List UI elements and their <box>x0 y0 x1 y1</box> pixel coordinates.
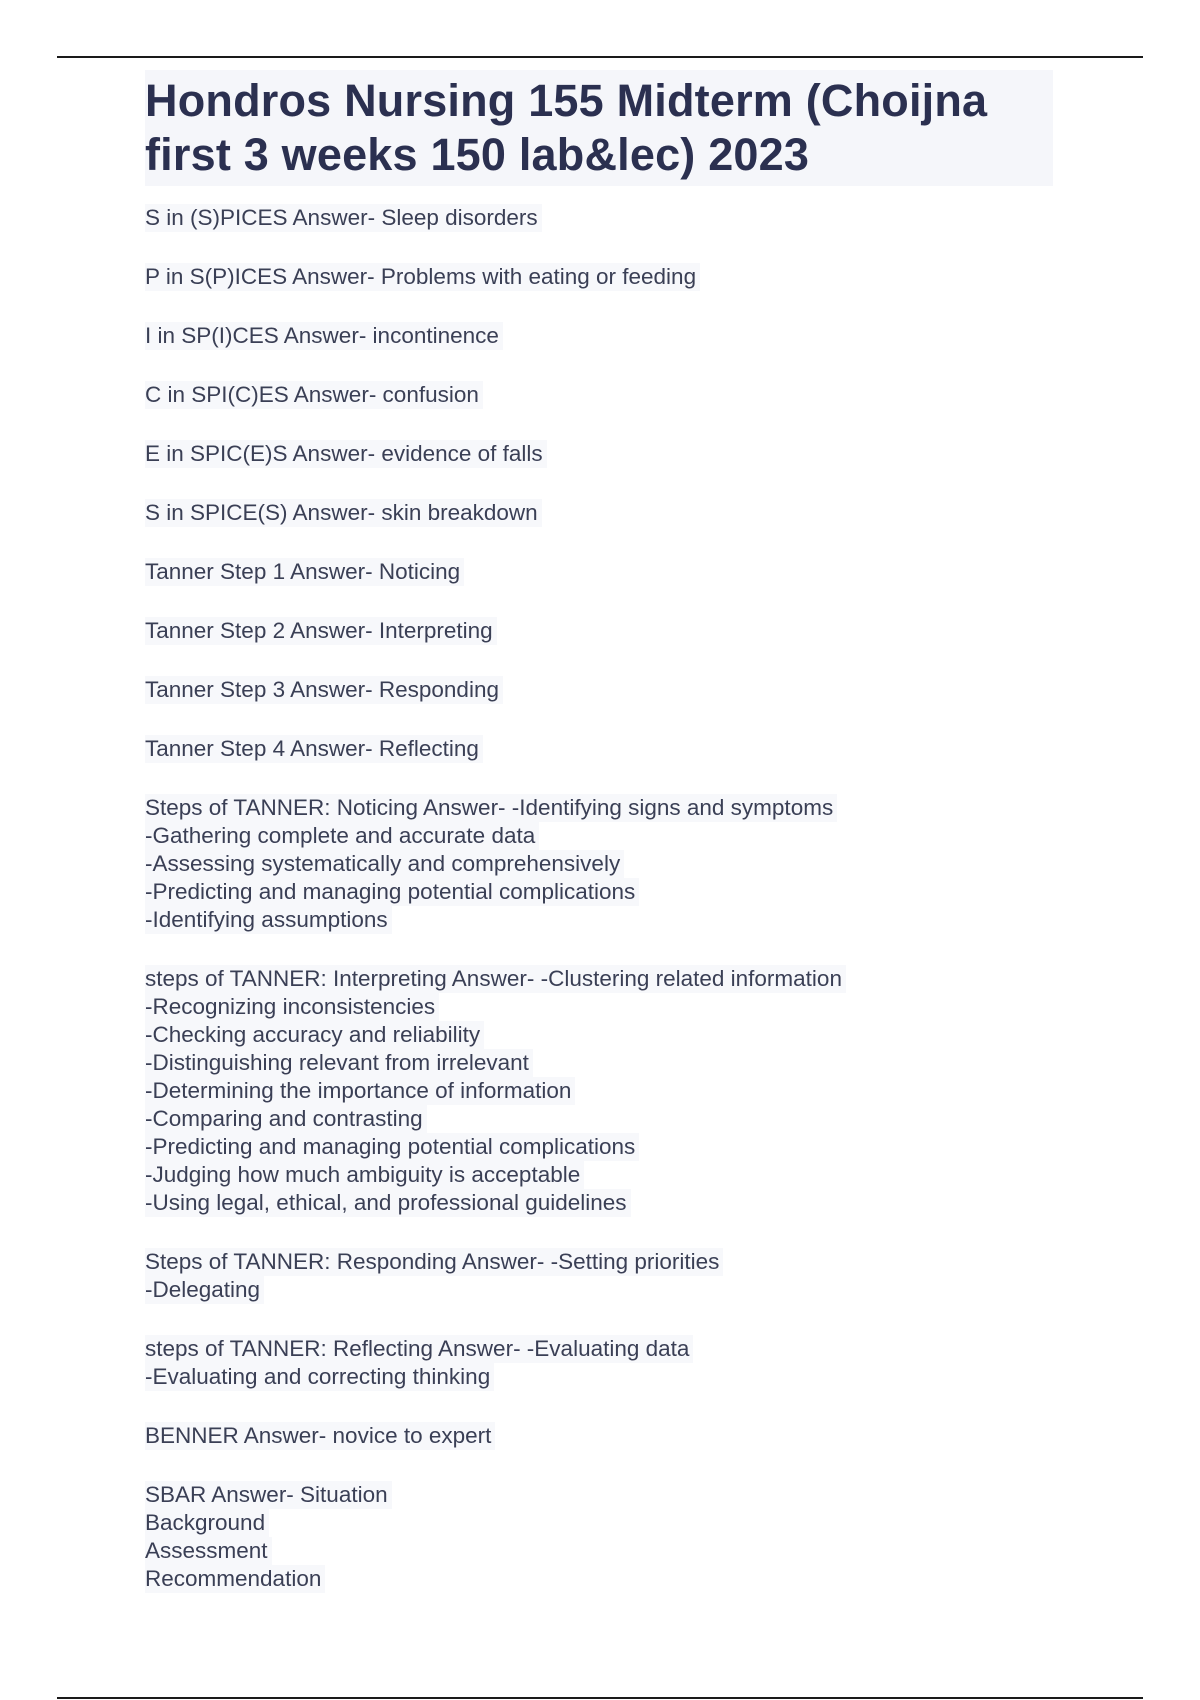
qa-entry <box>145 204 1065 232</box>
qa-line: SBAR Answer- Situation <box>145 1481 392 1509</box>
qa-line: Background <box>145 1509 269 1537</box>
qa-list <box>145 204 1065 1593</box>
document-title <box>145 74 1053 182</box>
qa-line: Tanner Step 4 Answer- Reflecting <box>145 735 483 763</box>
qa-line: -Predicting and managing potential complications <box>145 1133 639 1161</box>
qa-entry <box>145 676 1065 704</box>
title-block <box>145 70 1053 186</box>
qa-entry <box>145 440 1065 468</box>
qa-line: -Predicting and managing potential complications <box>145 878 639 906</box>
qa-line: -Comparing and contrasting <box>145 1105 427 1133</box>
qa-entry <box>145 617 1065 645</box>
qa-line: S in SPICE(S) Answer- skin breakdown <box>145 499 542 527</box>
qa-line: -Assessing systematically and comprehensively <box>145 850 624 878</box>
qa-entry <box>145 735 1065 763</box>
qa-line: steps of TANNER: Interpreting Answer- -Clustering related information <box>145 965 846 993</box>
qa-entry <box>145 1335 1065 1391</box>
qa-line: -Determining the importance of information <box>145 1077 575 1105</box>
qa-entry <box>145 381 1065 409</box>
qa-line: -Delegating <box>145 1276 264 1304</box>
qa-line: Tanner Step 3 Answer- Responding <box>145 676 503 704</box>
document-body <box>145 70 1065 1624</box>
qa-line: -Identifying assumptions <box>145 906 392 934</box>
qa-entry <box>145 499 1065 527</box>
qa-line: I in SP(I)CES Answer- incontinence <box>145 322 503 350</box>
bottom-divider <box>57 1697 1143 1699</box>
qa-line: Recommendation <box>145 1565 325 1593</box>
top-divider <box>57 56 1143 58</box>
qa-line: S in (S)PICES Answer- Sleep disorders <box>145 204 542 232</box>
qa-entry <box>145 263 1065 291</box>
title-line-2: first 3 weeks 150 lab&lec) 2023 <box>145 129 810 180</box>
qa-line: Steps of TANNER: Noticing Answer- -Identifying signs and symptoms <box>145 794 837 822</box>
qa-line: P in S(P)ICES Answer- Problems with eating or feeding <box>145 263 700 291</box>
qa-line: Steps of TANNER: Responding Answer- -Setting priorities <box>145 1248 723 1276</box>
qa-line: Tanner Step 1 Answer- Noticing <box>145 558 464 586</box>
qa-line: -Judging how much ambiguity is acceptable <box>145 1161 584 1189</box>
qa-line: C in SPI(C)ES Answer- confusion <box>145 381 483 409</box>
qa-line: -Checking accuracy and reliability <box>145 1021 484 1049</box>
qa-entry <box>145 965 1065 1217</box>
qa-line: -Evaluating and correcting thinking <box>145 1363 494 1391</box>
qa-line: -Gathering complete and accurate data <box>145 822 539 850</box>
qa-entry <box>145 1422 1065 1450</box>
qa-line: Assessment <box>145 1537 272 1565</box>
qa-entry <box>145 558 1065 586</box>
qa-entry <box>145 1481 1065 1593</box>
qa-line: Tanner Step 2 Answer- Interpreting <box>145 617 497 645</box>
qa-line: -Distinguishing relevant from irrelevant <box>145 1049 533 1077</box>
qa-line: -Recognizing inconsistencies <box>145 993 439 1021</box>
qa-entry <box>145 1248 1065 1304</box>
qa-line: steps of TANNER: Reflecting Answer- -Evaluating data <box>145 1335 693 1363</box>
qa-line: -Using legal, ethical, and professional guidelines <box>145 1189 631 1217</box>
title-line-1: Hondros Nursing 155 Midterm (Choijna <box>145 75 988 126</box>
qa-line: BENNER Answer- novice to expert <box>145 1422 495 1450</box>
qa-entry <box>145 322 1065 350</box>
qa-entry <box>145 794 1065 934</box>
qa-line: E in SPIC(E)S Answer- evidence of falls <box>145 440 547 468</box>
